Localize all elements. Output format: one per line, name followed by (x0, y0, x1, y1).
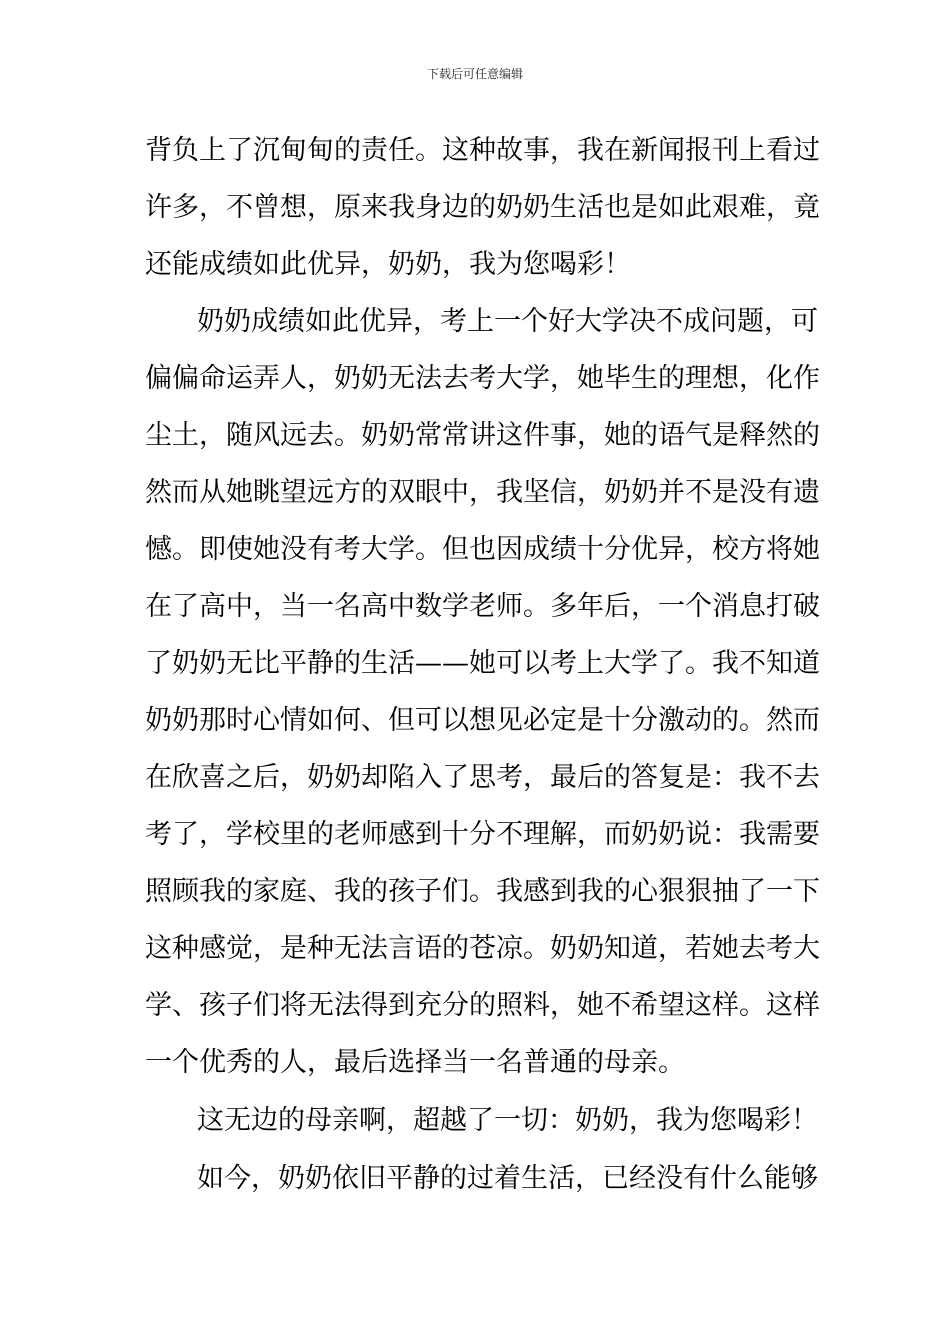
text-line: 在了高中，当一名高中数学老师。多年后，一个消息打破 (145, 591, 820, 622)
text-line: 憾。即使她没有考大学。但也因成绩十分优异，校方将她 (145, 534, 820, 565)
text-line: 如今，奶奶依旧平静的过着生活，已经没有什么能够 (197, 1163, 818, 1194)
text-line: 学、孩子们将无法得到充分的照料，她不希望这样。这样 (145, 990, 820, 1021)
text-line: 这种感觉，是种无法言语的苍凉。奶奶知道，若她去考大 (145, 933, 820, 964)
text-line: 考了，学校里的老师感到十分不理解，而奶奶说：我需要 (145, 819, 820, 850)
text-line: 尘土，随风远去。奶奶常常讲这件事，她的语气是释然的 (145, 420, 820, 451)
text-line: 许多，不曾想，原来我身边的奶奶生活也是如此艰难，竟 (145, 192, 820, 223)
text-line: 背负上了沉甸甸的责任。这种故事，我在新闻报刊上看过 (145, 135, 820, 166)
text-line: 这无边的母亲啊，超越了一切：奶奶，我为您喝彩！ (197, 1105, 818, 1136)
text-line: 然而从她眺望远方的双眼中，我坚信，奶奶并不是没有遗 (145, 477, 820, 508)
text-line: 了奶奶无比平静的生活——她可以考上大学了。我不知道 (145, 648, 820, 679)
text-line: 一个优秀的人，最后选择当一名普通的母亲。 (145, 1047, 685, 1078)
text-line: 奶奶成绩如此优异，考上一个好大学决不成问题，可 (197, 306, 818, 337)
text-line: 照顾我的家庭、我的孩子们。我感到我的心狠狠抽了一下 (145, 876, 820, 907)
text-line: 奶奶那时心情如何、但可以想见必定是十分激动的。然而 (145, 705, 820, 736)
text-line: 偏偏命运弄人，奶奶无法去考大学，她毕生的理想，化作 (145, 363, 820, 394)
text-line: 在欣喜之后，奶奶却陷入了思考，最后的答复是：我不去 (145, 762, 820, 793)
text-line: 还能成绩如此优异，奶奶，我为您喝彩！ (145, 249, 631, 280)
page-header: 下载后可任意编辑 (426, 67, 523, 81)
